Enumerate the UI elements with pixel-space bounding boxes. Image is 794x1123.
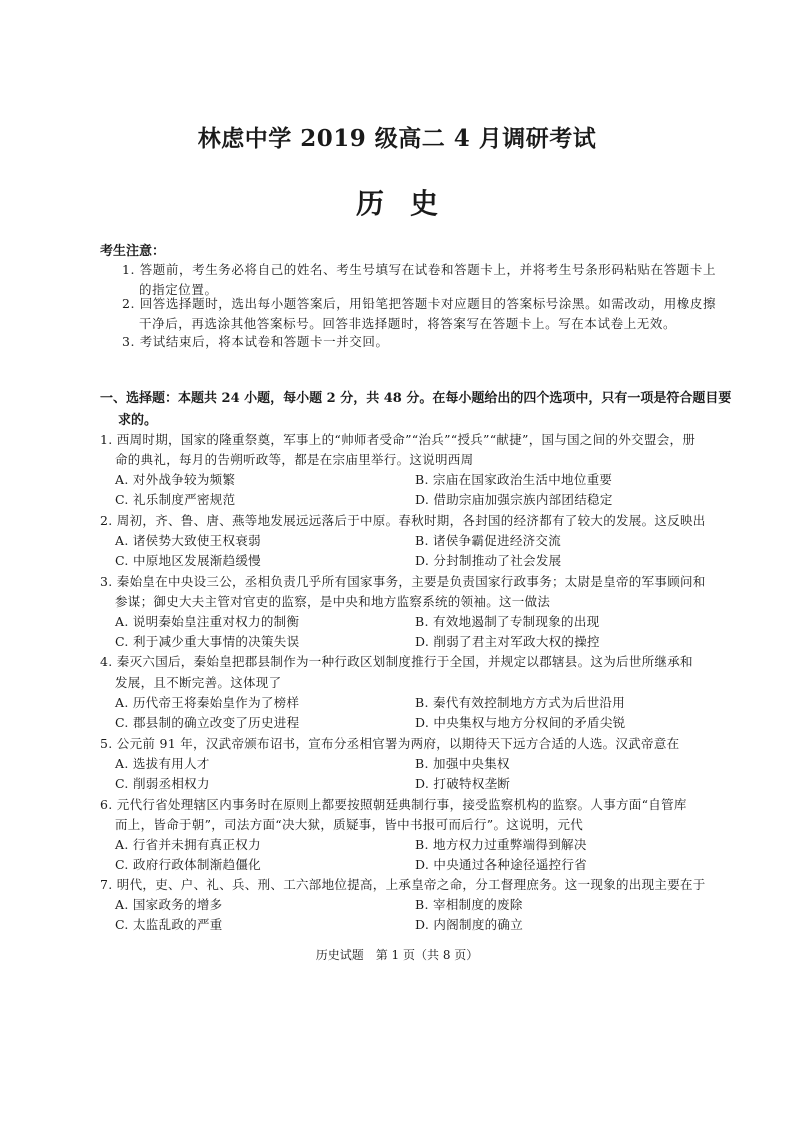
subject-title: 历史 [355,187,464,220]
question-7-stem: 7. 明代，吏、户、礼、兵、刑、工六部地位提高，上承皇帝之命，分工督理庶务。这一现象的出现主要在于 [100,877,706,892]
question-3-stem: 3. 秦始皇在中央设三公，丞相负责几乎所有国家事务，主要是负责国家行政事务；太尉是皇帝的军事顾问和 [100,574,706,589]
notice-item [122,294,716,334]
exam-title: 林虑中学 2019 级高二 4 月调研考试 [197,125,597,152]
question-1-stem: 1. 西周时期，国家的隆重祭奠，军事上的“帅师者受命”“治兵”“授兵”“献捷”，国与国之间的外交盟会，册 [100,432,696,447]
notice-line: 1. 答题前，考生务必将自己的姓名、考生号填写在试卷和答题卡上，并将考生号条形码粘贴在答题卡上 [122,262,717,277]
question-3-option-b: B. 有效地遏制了专制现象的出现 [415,614,600,629]
question-4-option-b: B. 秦代有效控制地方方式为后世沿用 [415,695,626,710]
question-1-stem-cont: 命的典礼，每月的告朔听政等，都是在宗庙里举行。这说明西周 [115,452,474,467]
question-4-stem: 4. 秦灭六国后，秦始皇把郡县制作为一种行政区划制度推行于全国，并规定以郡辖县。这为后世所继承和 [100,654,693,669]
question-6-stem: 6. 元代行省处理辖区内事务时在原则上都要按照朝廷典制行事，接受监察机构的监察。人事方面“自管库 [100,797,687,812]
question-7-option-b: B. 宰相制度的废除 [415,897,523,912]
question-2-option-d: D. 分封制推动了社会发展 [415,553,562,568]
question-3-stem-cont: 参谋；御史大夫主管对官吏的监察，是中央和地方监察系统的领袖。这一做法 [115,594,551,609]
question-4-option-d: D. 中央集权与地方分权间的矛盾尖锐 [415,715,626,730]
question-1-option-c: C. 礼乐制度严密规范 [115,492,236,507]
question-3-option-a: A. 说明秦始皇注重对权力的制衡 [115,614,300,629]
notice-item [122,332,389,352]
question-6-option-c: C. 政府行政体制渐趋僵化 [115,857,261,872]
question-7-option-d: D. 内阁制度的确立 [415,917,524,932]
section-heading [100,388,731,432]
question-6-option-b: B. 地方权力过重弊端得到解决 [415,837,587,852]
notice-heading: 考生注意： [100,244,166,259]
notice-line: 的指定位置。 [139,282,218,297]
question-2-option-b: B. 诸侯争霸促进经济交流 [415,533,562,548]
question-7-option-a: A. 国家政务的增多 [115,897,223,912]
question-6-option-a: A. 行省并未拥有真正权力 [115,837,261,852]
question-3-option-c: C. 利于减少重大事情的决策失误 [115,634,300,649]
question-3-option-d: D. 削弱了君主对军政大权的操控 [415,634,600,649]
question-2-stem: 2. 周初，齐、鲁、唐、燕等地发展远远落后于中原。春秋时期，各封国的经济都有了较大的发展。这反映出 [100,513,706,528]
page-footer: 历史试题 第 1 页（共 8 页） [315,948,479,962]
section-line: 求的。 [118,413,158,428]
question-5-option-c: C. 削弱丞相权力 [115,776,210,791]
notice-line: 干净后，再选涂其他答案标号。回答非选择题时，将答案写在答题卡上。写在本试卷上无效。 [139,316,677,331]
question-5-stem: 5. 公元前 91 年，汉武帝颁布诏书，宣布分丞相官署为两府，以期待天下远方合适的人选。汉武帝意在 [100,736,680,751]
question-5-option-b: B. 加强中央集权 [415,756,510,771]
question-6-stem-cont: 而上，皆命于朝”，司法方面“决大狱，质疑事，皆中书报可而后行”。这说明，元代 [115,817,584,832]
question-2-option-a: A. 诸侯势大致使王权衰弱 [115,533,261,548]
question-2-option-c: C. 中原地区发展渐趋缓慢 [115,553,261,568]
question-1-option-d: D. 借助宗庙加强宗族内部团结稳定 [415,492,613,507]
question-4-stem-cont: 发展，且不断完善。这体现了 [115,675,282,690]
question-5-option-d: D. 打破特权垄断 [415,776,511,791]
notice-line: 3. 考试结束后，将本试卷和答题卡一并交回。 [122,334,389,349]
section-line: 一、选择题：本题共 24 小题，每小题 2 分，共 48 分。在每小题给出的四个选项中，只有一项是符合题目要 [100,391,732,406]
question-4-option-c: C. 郡县制的确立改变了历史进程 [115,715,300,730]
question-6-option-d: D. 中央通过各种途径遥控行省 [415,857,588,872]
question-7-option-c: C. 太监乱政的严重 [115,917,223,932]
question-1-option-a: A. 对外战争较为频繁 [115,472,236,487]
question-4-option-a: A. 历代帝王将秦始皇作为了榜样 [115,695,300,710]
question-1-option-b: B. 宗庙在国家政治生活中地位重要 [415,472,613,487]
question-5-option-a: A. 选拔有用人才 [115,756,210,771]
notice-line: 2. 回答选择题时，选出每小题答案后，用铅笔把答题卡对应题目的答案标号涂黑。如需改动，用橡皮擦 [122,296,717,311]
